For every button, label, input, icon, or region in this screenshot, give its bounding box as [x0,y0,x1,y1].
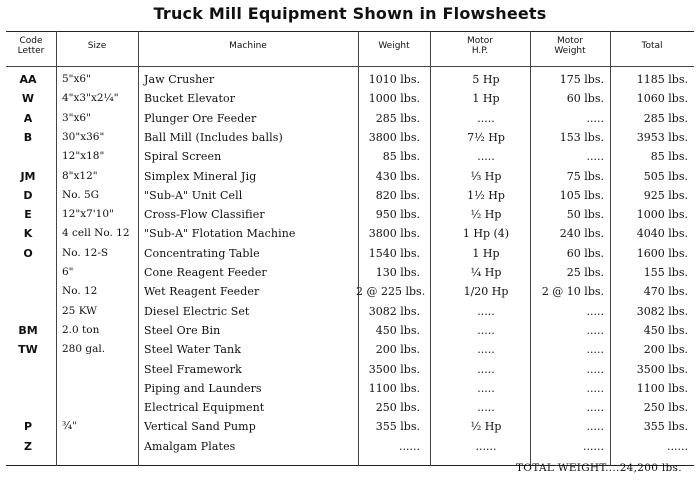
size-cell: 4"x3"x2¼" [62,92,119,105]
weight-cell: 200 lbs. [375,343,420,357]
motor-weight-cell: ..... [586,362,604,376]
size-cell: 30"x36" [62,130,105,143]
table-row [0,360,700,379]
motor-weight-cell: ..... [586,111,604,125]
machine-cell: Bucket Elevator [144,92,236,106]
total-cell: 4040 lbs. [636,227,688,241]
motor-hp-cell: 1 Hp (4) [462,227,510,241]
motor-hp-cell: ..... [477,381,495,395]
page-title: Truck Mill Equipment Shown in Flowsheets [153,4,547,23]
size-cell: 6" [62,266,74,278]
table-row [0,302,700,321]
size-cell: 4 cell No. 12 [62,227,130,240]
table-row [0,205,700,224]
motor-hp-cell: 1 Hp [472,246,500,260]
code-cell: A [23,111,33,125]
code-cell: D [23,188,33,202]
motor-weight-cell: 60 lbs. [566,92,604,106]
weight-cell: 450 lbs. [375,323,420,337]
weight-cell: 285 lbs. [375,111,420,125]
motor-hp-cell: 1½ Hp [467,188,505,202]
table-row [0,340,700,359]
motor-hp-cell: ¼ Hp [470,266,502,279]
machine-cell: Concentrating Table [144,246,260,260]
table-row [0,224,700,243]
total-cell: 85 lbs. [650,150,688,164]
weight-cell: 130 lbs. [375,266,420,279]
total-cell: 450 lbs. [643,323,688,337]
table-row [0,186,700,205]
motor-weight-cell: ..... [586,323,604,337]
code-cell: E [24,208,32,222]
motor-weight-cell: ..... [586,150,604,164]
machine-cell: Plunger Ore Feeder [144,111,257,125]
table-row [0,282,700,301]
weight-cell: 3800 lbs. [368,227,420,241]
weight-cell: 2 @ 225 lbs. [356,285,426,299]
size-cell: ¾" [62,420,78,433]
motor-hp-cell: ..... [477,150,495,164]
header-motor-weight: Motor Weight [554,36,586,56]
size-cell: 3"x6" [62,111,91,124]
weight-cell: 950 lbs. [375,208,420,222]
total-cell: ...... [667,439,688,453]
motor-weight-cell: 75 lbs. [566,169,604,183]
weight-cell: 85 lbs. [382,150,420,164]
machine-cell: Amalgam Plates [144,439,236,453]
motor-weight-cell: 175 lbs. [559,73,604,86]
table-row [0,417,700,436]
motor-hp-cell: ..... [477,343,495,357]
machine-cell: Electrical Equipment [144,401,265,415]
motor-weight-cell: 240 lbs. [559,227,604,241]
motor-weight-cell: ...... [583,439,604,453]
motor-hp-cell: ½ Hp [470,208,502,222]
total-weight: TOTAL WEIGHT....24,200 lbs. [516,462,682,474]
size-cell: No. 12 [62,285,98,298]
machine-cell: Steel Ore Bin [144,323,221,337]
header-weight: Weight [378,41,410,51]
code-cell: B [23,130,33,144]
weight-cell: 250 lbs. [375,401,420,415]
total-cell: 155 lbs. [643,266,688,279]
weight-cell: 3500 lbs. [368,362,420,376]
machine-cell: Steel Framework [144,362,242,376]
motor-weight-cell: ..... [586,401,604,415]
total-cell: 1100 lbs. [636,381,688,395]
motor-hp-cell: ..... [477,304,495,318]
table-row [0,398,700,417]
table-row [0,70,700,89]
motor-weight-cell: 105 lbs. [559,188,604,202]
total-cell: 3953 lbs. [636,130,688,144]
size-cell: 12"x18" [62,150,105,163]
motor-hp-cell: ..... [477,362,495,376]
size-cell: 25 KW [62,304,97,317]
weight-cell: 820 lbs. [375,188,420,202]
header-code: Code Letter [17,36,45,56]
machine-cell: "Sub-A" Unit Cell [144,188,243,202]
machine-cell: Cone Reagent Feeder [144,266,267,279]
motor-hp-cell: 1 Hp [472,92,500,106]
weight-cell: ...... [399,439,420,453]
machine-cell: Vertical Sand Pump [144,420,256,434]
total-cell: 1060 lbs. [636,92,688,106]
size-cell: 280 gal. [62,343,106,356]
motor-weight-cell: 2 @ 10 lbs. [541,285,604,299]
code-cell: BM [18,323,38,337]
machine-cell: Wet Reagent Feeder [144,285,260,299]
code-cell: P [23,420,33,434]
motor-hp-cell: 1/20 Hp [463,285,509,299]
weight-cell: 1540 lbs. [368,246,420,260]
total-cell: 1185 lbs. [636,73,688,86]
total-cell: 470 lbs. [643,285,688,299]
machine-cell: Spiral Screen [144,150,222,164]
total-cell: 505 lbs. [643,169,688,183]
machine-cell: Ball Mill (Includes balls) [144,130,283,144]
motor-weight-cell: ..... [586,381,604,395]
code-cell: Z [24,439,32,453]
machine-cell: Piping and Launders [144,381,262,395]
table-row [0,89,700,108]
size-cell: No. 5G [62,188,100,201]
total-cell: 1600 lbs. [636,246,688,260]
header-divider [6,66,694,67]
motor-weight-cell: 60 lbs. [566,246,604,260]
machine-cell: Jaw Crusher [144,73,215,86]
size-cell: 8"x12" [62,169,98,182]
header-size: Size [87,41,107,51]
table-row [0,147,700,166]
code-cell: AA [19,73,37,86]
machine-cell: Diesel Electric Set [144,304,250,318]
code-cell: JM [20,169,36,183]
weight-cell: 1010 lbs. [368,73,420,86]
code-cell: TW [18,343,38,357]
motor-hp-cell: ½ Hp [470,420,502,434]
table-row [0,109,700,128]
code-cell: K [23,227,33,241]
motor-hp-cell: ..... [477,111,495,125]
weight-cell: 1000 lbs. [368,92,420,106]
table-row [0,167,700,186]
weight-cell: 355 lbs. [375,420,420,434]
motor-hp-cell: ⅓ Hp [470,169,502,183]
motor-weight-cell: 153 lbs. [559,130,604,144]
total-cell: 3082 lbs. [636,304,688,318]
total-cell: 285 lbs. [643,111,688,125]
table-row [0,379,700,398]
motor-weight-cell: 25 lbs. [566,266,604,279]
size-cell: 5"x6" [62,73,91,85]
motor-weight-cell: ..... [586,343,604,357]
machine-cell: "Sub-A" Flotation Machine [144,227,296,241]
motor-weight-cell: 50 lbs. [566,208,604,222]
motor-weight-cell: ..... [586,304,604,318]
table-row [0,263,700,282]
weight-cell: 3800 lbs. [368,130,420,144]
total-cell: 3500 lbs. [636,362,688,376]
motor-hp-cell: ...... [475,439,497,453]
total-cell: 250 lbs. [643,401,688,415]
total-cell: 355 lbs. [643,420,688,434]
weight-cell: 1100 lbs. [368,381,420,395]
total-cell: 200 lbs. [643,343,688,357]
size-cell: 2.0 ton [62,323,100,336]
size-cell: 12"x7'10" [62,208,114,221]
header-total: Total [641,41,663,51]
motor-hp-cell: ..... [477,323,495,337]
motor-hp-cell: 7½ Hp [467,130,505,144]
table-row [0,244,700,263]
header-motor-hp: Motor H.P. [466,36,493,56]
machine-cell: Steel Water Tank [144,343,241,357]
motor-hp-cell: 5 Hp [472,73,500,86]
total-cell: 925 lbs. [643,188,688,202]
weight-cell: 3082 lbs. [368,304,420,318]
motor-hp-cell: ..... [477,401,495,415]
code-cell: O [23,246,33,260]
header-machine: Machine [229,41,267,51]
weight-cell: 430 lbs. [375,169,420,183]
table-row [0,437,700,456]
machine-cell: Simplex Mineral Jig [144,169,257,183]
table-row [0,128,700,147]
total-cell: 1000 lbs. [636,208,688,222]
motor-weight-cell: ..... [586,420,604,434]
size-cell: No. 12-S [62,246,109,259]
machine-cell: Cross-Flow Classifier [144,208,265,222]
code-cell: W [21,92,35,106]
table-row [0,321,700,340]
